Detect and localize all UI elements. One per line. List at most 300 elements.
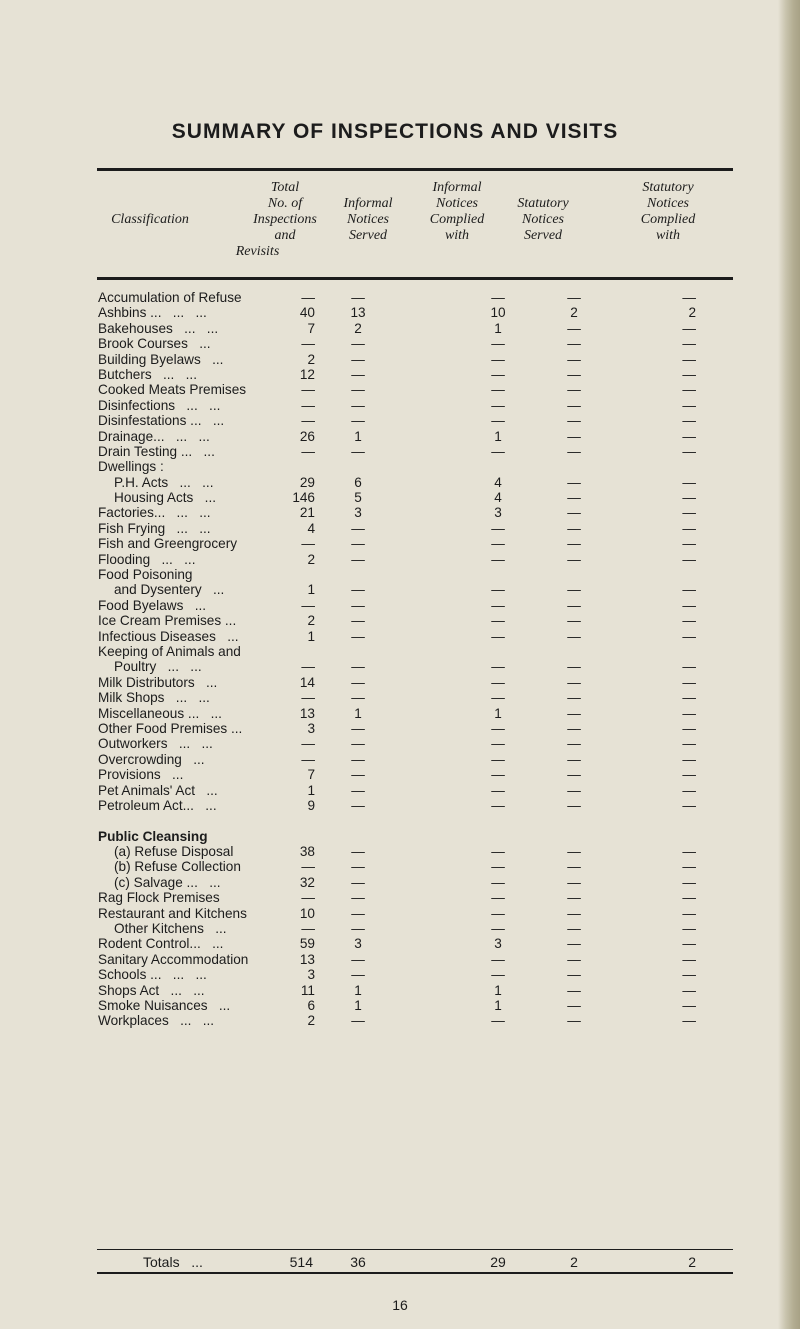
row-cell: —: [682, 844, 696, 860]
row-cell: —: [682, 874, 696, 890]
table-row: [0, 675, 800, 690]
row-cell: —: [567, 997, 581, 1013]
row-cell: 2: [688, 305, 696, 321]
row-cell: —: [682, 936, 696, 952]
row-cell: 11: [300, 982, 315, 998]
table-row: [0, 921, 800, 936]
row-cell: 3: [307, 720, 315, 736]
row-cell: —: [351, 382, 365, 398]
row-cell: —: [682, 290, 696, 305]
row-label: Rag Flock Premises: [98, 890, 220, 906]
row-cell: —: [567, 674, 581, 690]
row-cell: —: [491, 797, 505, 813]
table-row: [0, 721, 800, 736]
table-row: [0, 783, 800, 798]
table-row: [0, 829, 800, 844]
table-row: [0, 505, 800, 520]
row-cell: —: [301, 597, 315, 613]
row-label: Butchers ... ...: [98, 366, 197, 382]
totals-bottom-rule: [97, 1272, 733, 1274]
table-row: [0, 890, 800, 905]
row-label: Milk Shops ... ...: [98, 690, 210, 706]
row-cell: 29: [299, 474, 315, 490]
row-label: Poultry ... ...: [114, 659, 202, 675]
row-cell: 38: [299, 844, 315, 860]
table-row: [0, 321, 800, 336]
row-cell: —: [491, 659, 505, 675]
row-cell: —: [682, 890, 696, 906]
table-row: [0, 459, 800, 474]
table-row: [0, 659, 800, 674]
table-row: [0, 582, 800, 597]
row-cell: —: [567, 890, 581, 906]
row-label: Sanitary Accommodation: [98, 951, 249, 967]
row-cell: —: [351, 797, 365, 813]
row-cell: —: [567, 551, 581, 567]
row-cell: —: [491, 1013, 505, 1029]
row-cell: —: [491, 397, 505, 413]
row-cell: —: [491, 382, 505, 398]
row-cell: —: [351, 413, 365, 429]
row-label: (c) Salvage ... ...: [114, 874, 221, 890]
row-label: Infectious Diseases ...: [98, 628, 239, 644]
table-row: [0, 967, 800, 982]
row-cell: —: [682, 382, 696, 398]
header-statutory-served-line: Served: [523, 228, 563, 243]
row-cell: —: [351, 336, 365, 352]
table-row: [0, 444, 800, 459]
row-cell: —: [567, 382, 581, 398]
row-label: and Dysentery ...: [114, 582, 225, 598]
totals-top-rule: [97, 1249, 733, 1250]
header-informal-served-line: Served: [348, 228, 388, 243]
table-row: [0, 567, 800, 582]
table-row: [0, 521, 800, 536]
header-informal-complied-line: Complied: [429, 212, 485, 227]
table-row: [0, 490, 800, 505]
row-label: Outworkers ... ...: [98, 736, 213, 752]
row-label: Ashbins ... ... ...: [98, 305, 207, 321]
header-bottom-rule: [97, 277, 733, 280]
row-label: Bakehouses ... ...: [98, 320, 219, 336]
table-row: [0, 367, 800, 382]
header-informal-complied: [414, 180, 500, 244]
row-cell: —: [351, 905, 365, 921]
header-statutory-served-line: Notices: [522, 212, 564, 227]
row-cell: 1: [307, 582, 315, 598]
row-label: Other Food Premises ...: [98, 720, 243, 736]
row-cell: —: [567, 967, 581, 983]
row-cell: —: [682, 613, 696, 629]
row-cell: 13: [299, 951, 315, 967]
row-cell: —: [351, 890, 365, 906]
row-cell: 3: [354, 936, 362, 952]
row-cell: —: [567, 782, 581, 798]
row-cell: —: [491, 767, 505, 783]
row-cell: —: [567, 320, 581, 336]
header-informal-complied-line: with: [444, 228, 470, 243]
row-cell: 3: [494, 936, 502, 952]
row-cell: 2: [307, 351, 315, 367]
row-cell: —: [682, 413, 696, 429]
row-cell: —: [351, 782, 365, 798]
row-cell: —: [351, 674, 365, 690]
row-cell: 1: [494, 320, 502, 336]
row-cell: —: [567, 290, 581, 305]
row-cell: —: [491, 859, 505, 875]
row-cell: 3: [494, 505, 502, 521]
table-row: [0, 690, 800, 705]
row-cell: —: [567, 490, 581, 506]
row-cell: —: [351, 351, 365, 367]
header-top-rule: [97, 168, 733, 171]
row-cell: —: [301, 413, 315, 429]
row-cell: 12: [299, 366, 315, 382]
row-label: Housing Acts ...: [114, 490, 216, 506]
row-cell: 13: [350, 305, 366, 321]
row-label: Keeping of Animals and: [98, 643, 241, 659]
header-total-line: Total: [270, 180, 300, 195]
row-label: Dwellings :: [98, 459, 164, 475]
row-cell: 6: [307, 997, 315, 1013]
page-number: 16: [392, 1297, 408, 1313]
row-cell: 14: [299, 674, 315, 690]
row-cell: —: [567, 874, 581, 890]
row-cell: —: [491, 905, 505, 921]
row-cell: —: [491, 336, 505, 352]
header-statutory-served-line: Statutory: [517, 196, 569, 211]
row-label: Smoke Nuisances ...: [98, 997, 231, 1013]
row-label: Brook Courses ...: [98, 336, 211, 352]
row-label: Food Byelaws ...: [98, 597, 207, 613]
table-row: [0, 475, 800, 490]
row-cell: —: [682, 597, 696, 613]
row-cell: 2: [307, 1013, 315, 1029]
row-cell: 26: [299, 428, 315, 444]
row-cell: —: [682, 997, 696, 1013]
row-cell: —: [351, 874, 365, 890]
row-cell: —: [491, 613, 505, 629]
row-cell: —: [351, 967, 365, 983]
row-cell: —: [351, 628, 365, 644]
row-cell: —: [682, 797, 696, 813]
row-label: Public Cleansing: [98, 828, 208, 844]
header-statutory-complied-line: Statutory: [642, 180, 694, 195]
row-label: Cooked Meats Premises: [98, 382, 247, 398]
totals-row: [0, 1253, 800, 1271]
table-row: [0, 629, 800, 644]
row-cell: —: [491, 967, 505, 983]
row-cell: —: [567, 597, 581, 613]
totals-cell: 2: [688, 1254, 696, 1270]
row-cell: —: [682, 674, 696, 690]
row-cell: —: [491, 844, 505, 860]
row-label: P.H. Acts ... ...: [114, 474, 214, 490]
row-cell: —: [351, 536, 365, 552]
row-cell: —: [682, 921, 696, 937]
row-cell: —: [682, 474, 696, 490]
row-cell: —: [301, 443, 315, 459]
row-cell: —: [682, 690, 696, 706]
row-cell: —: [567, 720, 581, 736]
row-label: Building Byelaws ...: [98, 351, 224, 367]
row-cell: —: [567, 351, 581, 367]
row-cell: —: [682, 366, 696, 382]
row-cell: 6: [354, 474, 362, 490]
row-label: Fish Frying ... ...: [98, 520, 211, 536]
row-cell: —: [682, 1013, 696, 1029]
row-cell: —: [682, 551, 696, 567]
row-label: Other Kitchens ...: [114, 921, 227, 937]
table-row: [0, 644, 800, 659]
row-label: Rodent Control... ...: [98, 936, 224, 952]
header-statutory-complied: [618, 180, 718, 244]
row-cell: —: [351, 767, 365, 783]
row-cell: —: [491, 751, 505, 767]
row-cell: —: [567, 536, 581, 552]
header-statutory-complied-line: Notices: [647, 196, 689, 211]
row-cell: —: [682, 628, 696, 644]
table-row: [0, 875, 800, 890]
table-row: [0, 752, 800, 767]
row-cell: —: [351, 720, 365, 736]
row-cell: —: [567, 767, 581, 783]
row-cell: —: [567, 613, 581, 629]
table-row: [0, 736, 800, 751]
row-cell: —: [301, 397, 315, 413]
row-cell: —: [491, 443, 505, 459]
row-cell: —: [567, 751, 581, 767]
row-cell: —: [351, 551, 365, 567]
table-row: [0, 536, 800, 551]
row-cell: —: [351, 443, 365, 459]
row-cell: —: [351, 613, 365, 629]
table-row: [0, 336, 800, 351]
row-cell: 1: [354, 705, 362, 721]
row-label: Fish and Greengrocery: [98, 536, 238, 552]
row-cell: 7: [307, 320, 315, 336]
page-title: SUMMARY OF INSPECTIONS AND VISITS: [171, 120, 619, 143]
totals-label: Totals ...: [143, 1254, 203, 1270]
totals-cell: 36: [350, 1254, 366, 1270]
row-cell: —: [567, 628, 581, 644]
row-cell: —: [351, 1013, 365, 1029]
row-cell: —: [351, 659, 365, 675]
table-row: [0, 798, 800, 813]
row-cell: —: [682, 905, 696, 921]
row-cell: 4: [494, 490, 502, 506]
row-cell: 3: [354, 505, 362, 521]
row-cell: —: [682, 659, 696, 675]
row-cell: —: [682, 582, 696, 598]
row-cell: —: [682, 982, 696, 998]
row-cell: 1: [307, 628, 315, 644]
row-cell: 10: [299, 905, 315, 921]
row-cell: —: [682, 505, 696, 521]
header-total-line: Revisits: [235, 244, 280, 259]
table-row: [0, 936, 800, 951]
row-cell: —: [301, 921, 315, 937]
row-cell: 1: [494, 982, 502, 998]
row-label: Disinfections ... ...: [98, 397, 221, 413]
row-cell: —: [301, 859, 315, 875]
row-cell: 13: [299, 705, 315, 721]
row-label: Factories... ... ...: [98, 505, 211, 521]
row-label: Shops Act ... ...: [98, 982, 205, 998]
table-row: [0, 952, 800, 967]
table-row: [0, 398, 800, 413]
row-cell: —: [567, 659, 581, 675]
row-cell: —: [301, 890, 315, 906]
row-cell: —: [682, 536, 696, 552]
header-statutory-complied-line: with: [655, 228, 681, 243]
row-cell: —: [567, 736, 581, 752]
row-cell: —: [682, 859, 696, 875]
row-cell: —: [491, 290, 505, 305]
row-cell: 1: [494, 705, 502, 721]
row-cell: —: [491, 690, 505, 706]
row-cell: —: [301, 290, 315, 305]
row-label: Miscellaneous ... ...: [98, 705, 222, 721]
table-row: [0, 767, 800, 782]
row-cell: —: [351, 859, 365, 875]
row-cell: 2: [354, 320, 362, 336]
table-row: [0, 844, 800, 859]
row-cell: 7: [307, 767, 315, 783]
row-cell: —: [682, 782, 696, 798]
row-cell: —: [567, 844, 581, 860]
row-cell: —: [301, 690, 315, 706]
row-cell: —: [567, 951, 581, 967]
row-cell: —: [567, 690, 581, 706]
table-row: [0, 813, 800, 828]
row-label: Drain Testing ... ...: [98, 443, 215, 459]
row-label: Milk Distributors ...: [98, 674, 218, 690]
row-cell: —: [567, 859, 581, 875]
row-cell: —: [682, 736, 696, 752]
row-cell: —: [567, 397, 581, 413]
row-label: (b) Refuse Collection: [114, 859, 241, 875]
row-cell: —: [351, 951, 365, 967]
row-cell: —: [682, 336, 696, 352]
row-label: Pet Animals' Act ...: [98, 782, 218, 798]
row-cell: 2: [307, 613, 315, 629]
row-label: Provisions ...: [98, 767, 184, 783]
table-row: [0, 859, 800, 874]
table-row: [0, 382, 800, 397]
row-cell: —: [491, 536, 505, 552]
header-informal-complied-line: Notices: [436, 196, 478, 211]
header-informal-served-line: Notices: [347, 212, 389, 227]
row-cell: 9: [307, 797, 315, 813]
row-cell: —: [567, 366, 581, 382]
row-cell: —: [301, 336, 315, 352]
header-total-line: and: [274, 228, 296, 243]
table-row: [0, 552, 800, 567]
row-cell: —: [491, 351, 505, 367]
row-cell: —: [351, 582, 365, 598]
row-cell: —: [351, 921, 365, 937]
row-cell: —: [682, 705, 696, 721]
header-classification: [105, 212, 195, 228]
row-cell: —: [682, 967, 696, 983]
row-cell: 59: [299, 936, 315, 952]
row-cell: —: [567, 505, 581, 521]
row-label: Flooding ... ...: [98, 551, 196, 567]
table-row: [0, 706, 800, 721]
header-informal-served-line: Informal: [343, 196, 393, 211]
row-cell: —: [351, 520, 365, 536]
row-cell: —: [682, 767, 696, 783]
row-cell: —: [682, 951, 696, 967]
row-cell: —: [567, 797, 581, 813]
row-cell: —: [491, 674, 505, 690]
table-row: [0, 305, 800, 320]
row-cell: 5: [354, 490, 362, 506]
header-total: [225, 180, 345, 260]
row-cell: —: [351, 751, 365, 767]
row-cell: —: [491, 413, 505, 429]
header-informal-served: [328, 196, 408, 244]
row-cell: 2: [307, 551, 315, 567]
row-cell: —: [301, 536, 315, 552]
row-cell: —: [567, 921, 581, 937]
row-cell: 2: [570, 305, 578, 321]
row-cell: —: [567, 474, 581, 490]
row-cell: —: [301, 382, 315, 398]
row-label: Food Poisoning: [98, 567, 193, 583]
row-label: Petroleum Act... ...: [98, 797, 217, 813]
totals-cell: 2: [570, 1254, 578, 1270]
row-cell: 21: [299, 505, 315, 521]
row-cell: —: [682, 397, 696, 413]
row-cell: —: [682, 490, 696, 506]
row-cell: 3: [307, 967, 315, 983]
row-cell: —: [351, 366, 365, 382]
table-row: [0, 352, 800, 367]
row-cell: —: [301, 736, 315, 752]
row-cell: —: [491, 551, 505, 567]
row-cell: —: [682, 751, 696, 767]
row-cell: —: [682, 351, 696, 367]
row-cell: 1: [354, 997, 362, 1013]
row-cell: 1: [354, 982, 362, 998]
row-cell: —: [682, 443, 696, 459]
header-classification-label: Classification: [111, 212, 189, 227]
row-cell: —: [682, 520, 696, 536]
row-cell: —: [567, 1013, 581, 1029]
row-cell: 40: [299, 305, 315, 321]
row-cell: —: [567, 520, 581, 536]
table-row: [0, 598, 800, 613]
row-cell: —: [351, 844, 365, 860]
row-cell: —: [491, 582, 505, 598]
header-statutory-served: [500, 196, 586, 244]
row-cell: —: [491, 874, 505, 890]
totals-cell: 29: [490, 1254, 506, 1270]
row-cell: 1: [354, 428, 362, 444]
row-cell: —: [491, 921, 505, 937]
row-cell: —: [567, 336, 581, 352]
row-cell: —: [491, 782, 505, 798]
row-cell: 32: [299, 874, 315, 890]
row-cell: —: [567, 413, 581, 429]
row-cell: —: [567, 582, 581, 598]
row-cell: —: [682, 720, 696, 736]
table-row: [0, 429, 800, 444]
row-cell: —: [567, 936, 581, 952]
row-cell: 10: [490, 305, 506, 321]
